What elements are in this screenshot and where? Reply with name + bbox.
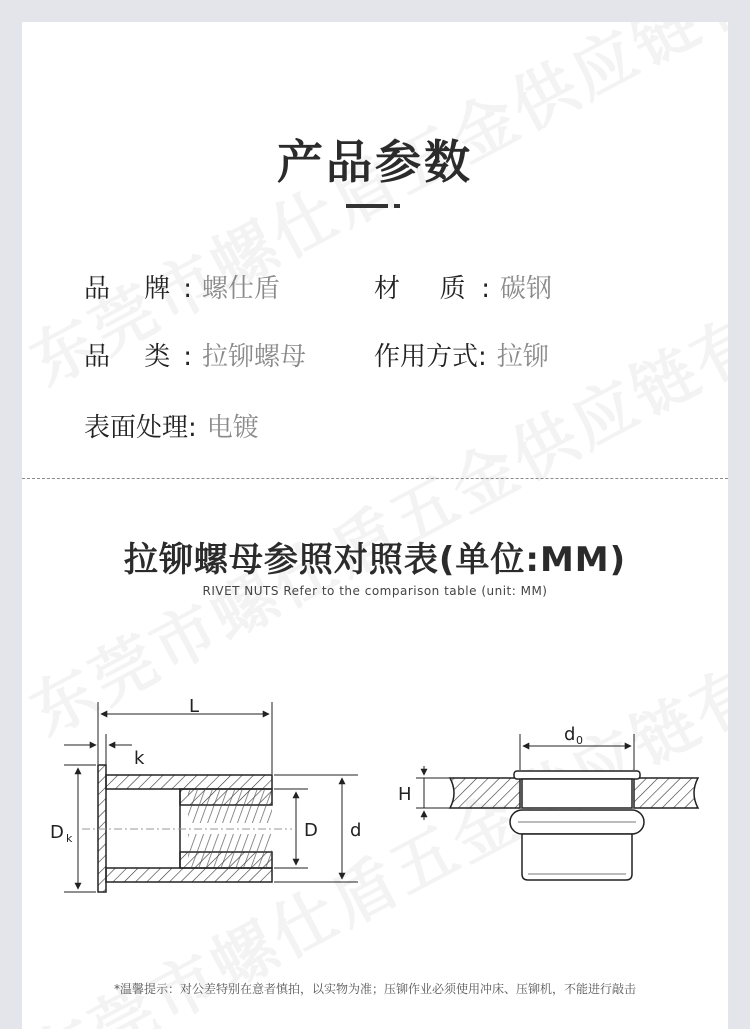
section-title: 产品参数 (277, 135, 473, 189)
spec-label: 品 牌: (84, 274, 192, 304)
table-subtitle: RIVET NUTS Refer to the comparison table (unit: MM) (202, 584, 548, 598)
dim-H-label: H (398, 784, 412, 805)
table-title: 拉铆螺母参照对照表(单位:MM) (123, 540, 627, 580)
section-view (50, 696, 361, 892)
dim-d-label: d (350, 820, 362, 841)
spec-label: 表面处理: (84, 413, 197, 443)
spec-value: 电镀 (206, 413, 259, 443)
dim-L-label: L (188, 696, 200, 717)
dim-Dk-subscript: k (66, 832, 73, 845)
dim-k-label: k (134, 748, 145, 769)
spec-value: 螺仕盾 (202, 274, 281, 304)
installed-view (398, 724, 698, 880)
dim-Dk-label: D (50, 822, 64, 843)
footer-note: *温馨提示：对公差特别在意者慎拍，以实物为准；压铆作业必须使用冲床、压铆机，不能进行敲击 (113, 982, 636, 996)
spec-value: 拉铆 (496, 342, 549, 372)
spec-label: 作用方式: (374, 342, 487, 372)
rivet-nut-diagram (22, 22, 728, 1029)
spec-value: 碳钢 (500, 274, 553, 304)
product-card (22, 22, 728, 1029)
dim-d0-subscript: 0 (576, 734, 583, 747)
spec-value: 拉铆螺母 (202, 342, 307, 372)
dim-d0-label: d (564, 724, 576, 745)
dim-D-label: D (304, 820, 318, 841)
spec-label: 材 质: (374, 274, 490, 304)
spec-label: 品 类: (84, 342, 192, 372)
